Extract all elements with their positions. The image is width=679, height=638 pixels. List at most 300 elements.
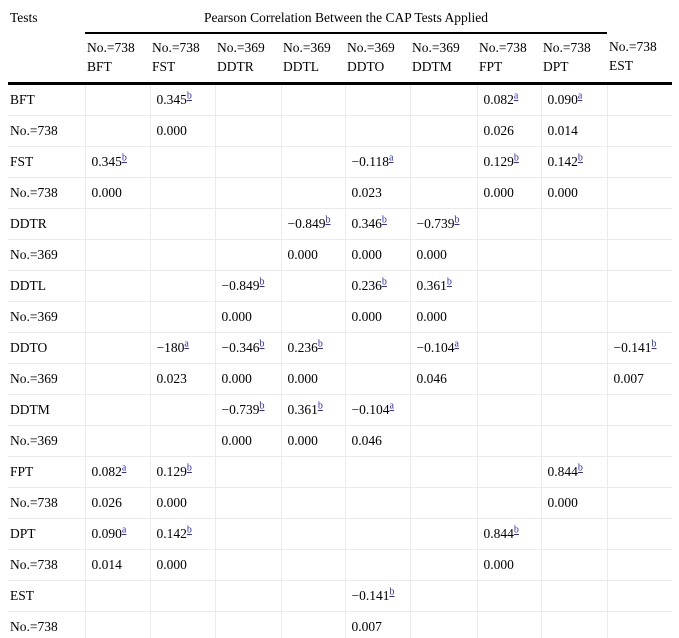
table-cell: [281, 612, 345, 638]
table-cell: [607, 240, 672, 271]
table-cell: [541, 84, 607, 116]
table-cell: [85, 364, 150, 395]
table-cell: [477, 178, 541, 209]
row-label: No.=369: [8, 426, 85, 457]
row-label: No.=369: [8, 240, 85, 271]
column-test-name: DDTL: [283, 59, 319, 74]
cell-value: 0.082: [483, 92, 514, 107]
table-cell: [150, 209, 215, 240]
table-cell: [85, 550, 150, 581]
table-cell: [215, 519, 281, 550]
table-cell: [607, 426, 672, 457]
table-cell: [85, 116, 150, 147]
table-cell: [215, 550, 281, 581]
table-row: [8, 426, 672, 457]
column-header-row: [8, 33, 672, 84]
column-header-dpt: [541, 33, 607, 84]
table-cell: [85, 581, 150, 612]
table-cell: [345, 612, 410, 638]
table-cell: [281, 426, 345, 457]
table-cell: [150, 426, 215, 457]
cell-value: −0.346: [221, 340, 260, 355]
table-cell: [150, 364, 215, 395]
table-cell: [410, 519, 477, 550]
table-cell: [85, 147, 150, 178]
table-cell: [607, 147, 672, 178]
table-row: [8, 178, 672, 209]
footnote-link[interactable]: b: [317, 400, 323, 412]
column-sample-size: No.=369: [347, 40, 395, 55]
table-cell: [410, 116, 477, 147]
table-cell: [281, 178, 345, 209]
cell-value: −0.104: [351, 402, 390, 417]
table-cell: [477, 147, 541, 178]
column-sample-size: No.=369: [412, 40, 460, 55]
table-cell: [281, 519, 345, 550]
cell-value: 0.090: [547, 92, 578, 107]
cell-value: 0.236: [351, 278, 382, 293]
cell-value: 0.000: [547, 185, 578, 200]
row-label: No.=738: [8, 550, 85, 581]
cell-value: 0.142: [547, 154, 578, 169]
table-row: [8, 302, 672, 333]
cell-value: 0.129: [156, 464, 187, 479]
column-test-name: DDTR: [217, 59, 254, 74]
column-header-bft: [85, 33, 150, 84]
cell-value: −0.739: [221, 402, 260, 417]
table-header: [8, 8, 672, 84]
footnote-link[interactable]: b: [259, 400, 265, 412]
table-row: [8, 488, 672, 519]
table-cell: [345, 550, 410, 581]
table-cell: [607, 302, 672, 333]
column-header-ddtm: [410, 33, 477, 84]
cell-value: −180: [156, 340, 185, 355]
table-cell: [85, 178, 150, 209]
footnote-link[interactable]: b: [513, 524, 519, 536]
table-cell: [345, 209, 410, 240]
table-cell: [541, 116, 607, 147]
table-cell: [541, 364, 607, 395]
table-cell: [410, 550, 477, 581]
column-header-ddtr: [215, 33, 281, 84]
cell-value: 0.844: [547, 464, 578, 479]
table-cell: [150, 612, 215, 638]
footnote-link[interactable]: b: [577, 152, 583, 164]
table-cell: [85, 240, 150, 271]
table-cell: [607, 178, 672, 209]
column-header-ddtl: [281, 33, 345, 84]
table-cell: [345, 395, 410, 426]
table-row: [8, 333, 672, 364]
table-cell: [150, 271, 215, 302]
table-cell: [150, 84, 215, 116]
cell-value: 0.046: [351, 433, 382, 448]
table-cell: [541, 240, 607, 271]
table-cell: [150, 550, 215, 581]
table-cell: [345, 488, 410, 519]
table-cell: [607, 488, 672, 519]
cell-value: 0.000: [287, 433, 318, 448]
span-title: Pearson Correlation Between the CAP Tests Applied: [85, 8, 607, 33]
table-cell: [607, 364, 672, 395]
row-label: No.=738: [8, 116, 85, 147]
column-header-fpt: [477, 33, 541, 84]
footnote-link[interactable]: b: [186, 524, 192, 536]
table-cell: [150, 519, 215, 550]
cell-value: 0.026: [91, 495, 122, 510]
cell-value: 0.361: [287, 402, 318, 417]
table-cell: [85, 302, 150, 333]
table-cell: [85, 271, 150, 302]
table-cell: [410, 581, 477, 612]
cell-value: 0.090: [91, 526, 122, 541]
table-cell: [410, 333, 477, 364]
row-label: DDTM: [8, 395, 85, 426]
footnote-link[interactable]: b: [513, 152, 519, 164]
column-sample-size: No.=738: [609, 39, 657, 54]
cell-value: −0.849: [221, 278, 260, 293]
table-cell: [541, 271, 607, 302]
table-cell: [281, 240, 345, 271]
table-cell: [215, 457, 281, 488]
table-cell: [607, 457, 672, 488]
cell-value: −0.104: [416, 340, 455, 355]
cell-value: −0.739: [416, 216, 455, 231]
table-cell: [215, 302, 281, 333]
correlation-table: [8, 8, 672, 638]
table-cell: [541, 488, 607, 519]
table-cell: [541, 147, 607, 178]
table-cell: [150, 457, 215, 488]
table-cell: [85, 457, 150, 488]
column-test-name: BFT: [87, 59, 112, 74]
table-row: [8, 209, 672, 240]
tests-column-header: Tests: [8, 8, 85, 84]
cell-value: 0.026: [483, 123, 514, 138]
footnote-link[interactable]: a: [184, 338, 189, 350]
row-label: FPT: [8, 457, 85, 488]
table-cell: [345, 240, 410, 271]
column-test-name: FST: [152, 59, 176, 74]
table-cell: [410, 84, 477, 116]
cell-value: 0.000: [221, 309, 252, 324]
table-cell: [607, 395, 672, 426]
table-cell: [541, 302, 607, 333]
footnote-link[interactable]: b: [259, 338, 265, 350]
table-cell: [345, 147, 410, 178]
table-cell: [150, 488, 215, 519]
table-cell: [215, 209, 281, 240]
table-cell: [345, 519, 410, 550]
table-cell: [607, 519, 672, 550]
table-cell: [410, 426, 477, 457]
table-cell: [410, 271, 477, 302]
footnote-link[interactable]: b: [454, 214, 460, 226]
table-cell: [85, 426, 150, 457]
footnote-link[interactable]: a: [454, 338, 459, 350]
table-cell: [345, 116, 410, 147]
row-label: No.=738: [8, 178, 85, 209]
table-cell: [541, 395, 607, 426]
cell-value: 0.007: [613, 371, 644, 386]
row-label: DPT: [8, 519, 85, 550]
footnote-link[interactable]: b: [446, 276, 452, 288]
cell-value: 0.023: [156, 371, 187, 386]
table-cell: [215, 581, 281, 612]
cell-value: 0.000: [156, 557, 187, 572]
table-cell: [541, 519, 607, 550]
row-label: No.=738: [8, 488, 85, 519]
table-cell: [85, 612, 150, 638]
table-cell: [281, 457, 345, 488]
cell-value: 0.023: [351, 185, 382, 200]
table-cell: [410, 395, 477, 426]
cell-value: 0.000: [287, 247, 318, 262]
cell-value: 0.014: [91, 557, 122, 572]
row-label: DDTL: [8, 271, 85, 302]
table-cell: [150, 581, 215, 612]
column-test-name: DDTO: [347, 59, 385, 74]
table-cell: [477, 271, 541, 302]
table-cell: [150, 178, 215, 209]
cell-value: 0.014: [547, 123, 578, 138]
table-cell: [215, 240, 281, 271]
table-cell: [477, 364, 541, 395]
table-cell: [477, 550, 541, 581]
table-row: [8, 395, 672, 426]
footnote-link[interactable]: a: [389, 152, 394, 164]
column-sample-size: No.=369: [283, 40, 331, 55]
footnote-link[interactable]: b: [186, 90, 192, 102]
table-cell: [215, 395, 281, 426]
footnote-link[interactable]: b: [325, 214, 331, 226]
table-cell: [150, 395, 215, 426]
table-cell: [85, 209, 150, 240]
footnote-link[interactable]: b: [381, 214, 387, 226]
row-label: EST: [8, 581, 85, 612]
table-cell: [477, 209, 541, 240]
table-cell: [281, 488, 345, 519]
table-row: [8, 240, 672, 271]
table-cell: [477, 84, 541, 116]
table-cell: [281, 395, 345, 426]
table-cell: [541, 426, 607, 457]
column-test-name: DDTM: [412, 59, 452, 74]
cell-value: −0.849: [287, 216, 326, 231]
table-cell: [477, 395, 541, 426]
table-cell: [607, 116, 672, 147]
cell-value: 0.129: [483, 154, 514, 169]
table-cell: [215, 178, 281, 209]
cell-value: 0.142: [156, 526, 187, 541]
cell-value: 0.000: [287, 371, 318, 386]
table-cell: [215, 116, 281, 147]
table-cell: [477, 426, 541, 457]
table-row: [8, 116, 672, 147]
table-cell: [281, 116, 345, 147]
table-cell: [477, 457, 541, 488]
table-cell: [607, 333, 672, 364]
cell-value: 0.345: [91, 154, 122, 169]
table-cell: [215, 364, 281, 395]
column-sample-size: No.=738: [152, 40, 200, 55]
table-cell: [477, 488, 541, 519]
table-cell: [85, 84, 150, 116]
footnote-link[interactable]: b: [651, 338, 657, 350]
cell-value: 0.000: [156, 123, 187, 138]
table-body: [8, 84, 672, 638]
table-cell: [345, 178, 410, 209]
table-cell: [345, 84, 410, 116]
table-row: [8, 581, 672, 612]
column-header-est: [607, 33, 672, 84]
cell-value: 0.000: [221, 433, 252, 448]
table-cell: [477, 240, 541, 271]
cell-value: 0.000: [416, 247, 447, 262]
table-cell: [477, 612, 541, 638]
table-cell: [281, 364, 345, 395]
table-cell: [150, 147, 215, 178]
table-cell: [477, 581, 541, 612]
table-cell: [477, 519, 541, 550]
table-cell: [150, 333, 215, 364]
table-cell: [410, 302, 477, 333]
table-cell: [541, 178, 607, 209]
table-cell: [607, 271, 672, 302]
cell-value: 0.007: [351, 619, 382, 634]
footnote-link[interactable]: a: [121, 462, 127, 474]
table-cell: [281, 271, 345, 302]
table-cell: [477, 302, 541, 333]
table-cell: [410, 488, 477, 519]
row-label: DDTR: [8, 209, 85, 240]
footnote-link[interactable]: a: [121, 524, 127, 536]
table-cell: [281, 581, 345, 612]
cell-value: 0.082: [91, 464, 122, 479]
row-label: No.=369: [8, 302, 85, 333]
table-cell: [215, 426, 281, 457]
table-cell: [85, 519, 150, 550]
table-cell: [541, 209, 607, 240]
cell-value: −0.141: [613, 340, 652, 355]
table-cell: [477, 333, 541, 364]
est-header-spacer: [607, 8, 672, 33]
table-cell: [410, 457, 477, 488]
row-label: No.=738: [8, 612, 85, 638]
table-cell: [281, 84, 345, 116]
table-row: [8, 612, 672, 638]
table-cell: [215, 271, 281, 302]
title-row: [8, 8, 672, 33]
column-sample-size: No.=738: [543, 40, 591, 55]
footnote-link[interactable]: b: [259, 276, 265, 288]
table-cell: [150, 302, 215, 333]
table-cell: [215, 84, 281, 116]
footnote-link[interactable]: b: [121, 152, 127, 164]
table-cell: [345, 333, 410, 364]
cell-value: 0.236: [287, 340, 318, 355]
table-cell: [281, 209, 345, 240]
table-cell: [345, 364, 410, 395]
table-cell: [345, 271, 410, 302]
cell-value: 0.000: [351, 309, 382, 324]
column-sample-size: No.=738: [479, 40, 527, 55]
cell-value: 0.000: [483, 185, 514, 200]
table-cell: [345, 581, 410, 612]
cell-value: 0.000: [156, 495, 187, 510]
table-row: [8, 271, 672, 302]
cell-value: 0.345: [156, 92, 187, 107]
table-cell: [541, 550, 607, 581]
footnote-link[interactable]: a: [389, 400, 394, 412]
footnote-link[interactable]: b: [389, 586, 395, 598]
column-sample-size: No.=369: [217, 40, 265, 55]
table-row: [8, 364, 672, 395]
cell-value: 0.000: [416, 309, 447, 324]
row-label: BFT: [10, 92, 35, 107]
column-test-name: FPT: [479, 59, 503, 74]
table-cell: [541, 457, 607, 488]
table-cell: [477, 116, 541, 147]
cell-value: 0.000: [91, 185, 122, 200]
table-cell: [85, 395, 150, 426]
table-cell: [607, 581, 672, 612]
table-cell: [410, 147, 477, 178]
footnote-link[interactable]: b: [381, 276, 387, 288]
cell-value: 0.346: [351, 216, 382, 231]
row-label: DDTO: [8, 333, 85, 364]
table-cell: [85, 333, 150, 364]
table-cell: [215, 612, 281, 638]
column-sample-size: No.=738: [87, 40, 135, 55]
cell-value: 0.046: [416, 371, 447, 386]
table-row: [8, 550, 672, 581]
footnote-link[interactable]: b: [317, 338, 323, 350]
footnote-link[interactable]: a: [513, 90, 519, 102]
column-header-ddto: [345, 33, 410, 84]
table-cell: [345, 302, 410, 333]
cell-value: 0.000: [221, 371, 252, 386]
table-cell: [345, 457, 410, 488]
table-cell: [410, 364, 477, 395]
footnote-link[interactable]: b: [186, 462, 192, 474]
table-cell: [607, 84, 672, 116]
table-cell: [607, 209, 672, 240]
table-cell: [541, 333, 607, 364]
table-cell: [410, 178, 477, 209]
column-test-name: DPT: [543, 59, 569, 74]
table-row: [8, 519, 672, 550]
table-cell: [607, 550, 672, 581]
table-row: [8, 147, 672, 178]
table-cell: [281, 333, 345, 364]
table-cell: [150, 240, 215, 271]
table-row: [8, 457, 672, 488]
footnote-link[interactable]: a: [577, 90, 583, 102]
table-cell: [541, 612, 607, 638]
table-cell: [345, 426, 410, 457]
footnote-link[interactable]: b: [577, 462, 583, 474]
table-cell: [410, 209, 477, 240]
table-cell: [215, 147, 281, 178]
table-cell: [410, 612, 477, 638]
table-cell: [281, 302, 345, 333]
row-label: FST: [8, 147, 85, 178]
cell-value: −0.118: [351, 154, 389, 169]
table-row: [8, 84, 672, 116]
table-cell: [150, 116, 215, 147]
